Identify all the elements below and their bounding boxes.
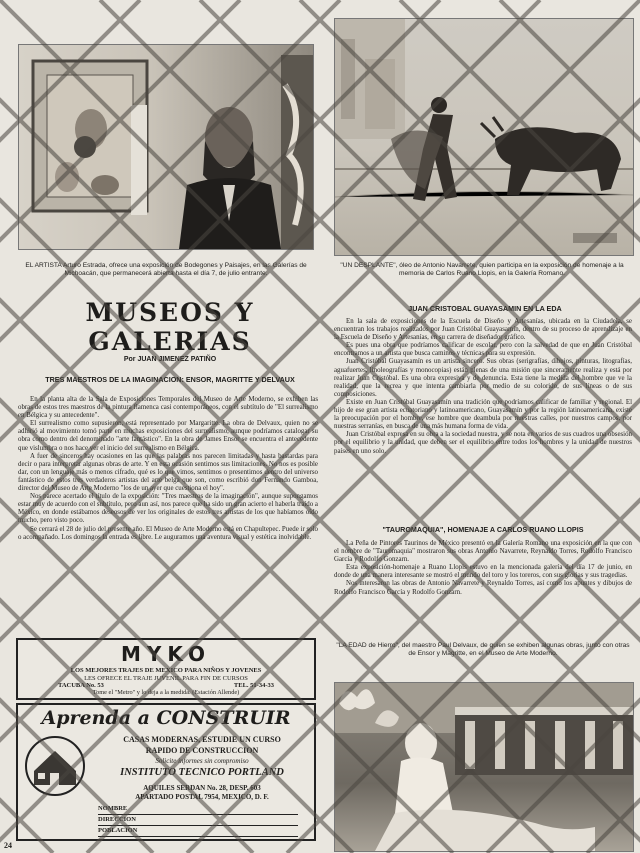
paragraph: Juan Cristóbal Guayasamín es un artista sincero. Sus obras (serigrafías, dibujos, pinturas, litografías, aguafuertes, linoleografías y monocopias) están plenas de una misión que sinceramente realiza y está por realizar Juan Cristóbal. Es una obra expresiva y de denuncia. Esta tiene la medida del hombre que ve la realidad, que la recrea y que intenta cambiarla por medio de su colorido, de sus líneas o de sus composiciones. bbox=[334, 358, 632, 398]
construir-ad-line3: Solicite informes sin compromiso bbox=[155, 757, 249, 765]
myko-ad-line2: LES OFRECE EL TRAJE JUVENIL PARA FIN DE CURSOS bbox=[84, 675, 248, 682]
artist-photo bbox=[18, 44, 314, 250]
form-field-poblacion bbox=[98, 827, 298, 837]
construir-ad-address1: AQUILES SERDAN No. 28, DESP. 603 bbox=[143, 784, 261, 792]
construir-ad-line1: CASAS MODERNAS, ESTUDIE UN CURSO bbox=[123, 735, 281, 744]
delvaux-caption: "LA EDAD de Hierro", del maestro Paul Delvaux, de quien se exhiben algunas obras, junto con otras de Ensor y Magritte, en el Museo de Arte Moderno. bbox=[336, 642, 630, 658]
page-title: MUSEOS Y GALERIAS bbox=[85, 298, 255, 356]
paragraph: Nos parece acertado el título de la exposición: "Tres maestros de la imaginación", aunque supongamos estar muy de acuerdo con el subtítulo, pero aun así, nos parece que ha sido un gran acierto el haberla traído a México, en donde estábamos deseosos de ver los originales de estos tres artistas de los que habíamos oído mucho, pero visto poco. bbox=[18, 493, 318, 525]
right-article-tauromaquia bbox=[334, 540, 632, 636]
delvaux-painting-illustration bbox=[335, 683, 633, 851]
right-article-guayasamin bbox=[334, 318, 632, 502]
myko-ad-line1: LOS MEJORES TRAJES DE MEXICO PARA NIÑOS Y JOVENES bbox=[70, 667, 262, 674]
page-number: 24 bbox=[4, 841, 12, 850]
form-label-direccion: DIRECCION bbox=[98, 816, 136, 823]
artist-photo-illustration bbox=[19, 45, 313, 249]
form-field-nombre bbox=[98, 805, 298, 815]
paragraph: Es pues una obra que podríamos calificar de escolar, pero con la salvedad de que en Juan Cristóbal encontramos a un artista que busca caminos y técnicas para su expresión. bbox=[334, 342, 632, 358]
paragraph: Nos interesaron las obras de Antonio Navarrete y Reynaldo Torres, así como los apuntes y dibujos de Rodolfo Francisco García y Rodolfo Gonzarn. bbox=[334, 580, 632, 596]
bullfight-painting bbox=[334, 18, 634, 256]
paragraph: En la planta alta de la Sala de Exposiciones Temporales del Museo de Arte Moderno, se exhiben las obras de estos tres maestros de la pintura flamenca casi contemporáneos, con el subtítulo de "El surrealismo en Bélgica y su antecedente". bbox=[18, 396, 318, 420]
myko-ad-line3: Tome el "Metro" y lo deja a la medida. (Estación Allende) bbox=[92, 689, 240, 696]
paragraph: Juan Cristóbal expresa en su obra a la sociedad nuestra, y se nota en varios de sus cuadros una obsesión por el equilibrio y la unidad, que deben ser el equilibrio entre todos los hombres y la unidad de nuestros países en uno solo. bbox=[334, 431, 632, 455]
form-field-direccion bbox=[98, 816, 298, 826]
myko-ad-address: TACUBA No. 53 bbox=[58, 682, 104, 689]
byline: Por JUAN JIMENEZ PATIÑO bbox=[123, 356, 217, 363]
paragraph: Se cerrará el 28 de julio del presente año. El Museo de Arte Moderno está en Chapultepec. Puede ir solo o acompañado. Los domingos la entrada es libre. Le auguramos una aventura visual y estética inolvidable. bbox=[18, 525, 318, 541]
paragraph: Existe en Juan Cristóbal Guayasamín una tradición que podríamos calificar de familiar y regional. El hijo de ese gran artista ecuatoriano y latinoamericano, Guayasamín y por la región latinoamericana, existe la preocupación por el hombre, ese hombre que deambula por nuestras calles, por nuestros campos, por nuestras serranías, en busca de una más humana forma de vida. bbox=[334, 398, 632, 431]
delvaux-painting bbox=[334, 682, 634, 852]
left-article-body bbox=[18, 396, 318, 626]
myko-ad bbox=[16, 638, 316, 700]
house-icon bbox=[24, 735, 86, 797]
construir-ad-address2: APARTADO POSTAL 7954, MEXICO, D. F. bbox=[135, 793, 269, 801]
paragraph: En la sala de exposiciones de la Escuela de Diseño y Artesanías, ubicada en la Ciudadela, se encuentran los trabajos realizados por Juan Cristóbal Guayasamín, dentro de su proceso de aprendizaje en la Escuela de Diseño y Artesanías, en su carrera de diseñador gráfico. bbox=[334, 318, 632, 342]
paragraph: Esta exposición-homenaje a Ruano Llopis estuvo en la mencionada galería del día 17 de junio, en donde de una manera interesante se mostró el mundo del toro y los toreros, con sus glorias y sus tragedias. bbox=[334, 564, 632, 580]
left-subhead: TRES MAESTROS DE LA IMAGINACION: ENSOR, MAGRITTE Y DELVAUX bbox=[45, 375, 295, 384]
painting-caption: "UN DESPLANTE", óleo de Antonio Navarrete, quien participa en la exposición de homenaje a la memoria de Carlos Ruano Llopis, en la Galería Romano. bbox=[340, 262, 624, 278]
construir-ad bbox=[16, 703, 316, 841]
paragraph: A fuer de sinceros hay ocasiones en las que las palabras nos parecen limitadas y hasta bastardas para decir o para interpretar algunas obras de arte. Y en esta ocasión sentimos sus limitaciones. No nos es posible dar, con un lenguaje más o menos cifrado, qué es lo que vimos, sentimos o presentimos dentro del universo fantástico de estos tres verdaderos artistas del arte belga que son, como escribió don Fernando Gamboa, director del Museo de Arte Moderno "los de un ayer que cuestiona el hoy". bbox=[18, 452, 318, 493]
construir-ad-headline: Aprenda a CONSTRUIR bbox=[41, 707, 291, 729]
paragraph: La Peña de Pintores Taurinos de México presentó en la Galería Romano una exposición en la que con el nombre de "Tauromaquia" mostraron sus obras Antonio Navarrete, Reynaldo Torres, Rodolfo Francisco García y Rodolfo Gonzarn. bbox=[334, 540, 632, 564]
artist-caption: EL ARTISTA Arturo Estrada, ofrece una exposición de Bodegones y Paisajes, en las Galerías de Michoacán, que permanecerá abierta hasta el día 7, de julio entrante. bbox=[25, 262, 307, 278]
paragraph: El surrealismo como supusieron, está representado por Margaritte. La obra de Delvaux, quien no se adhirió al movimiento tomó parte en muchas exposiciones del surrealismo, aunque podríamos catalogar su obra como dentro del denominado "arte fantástico". En la obra de James Ensor se encuentra el antecedente que vislumbra o nos hace ver el inicio del surrealismo en Bélgica. bbox=[18, 420, 318, 452]
myko-ad-tel: TEL. 51-34-33 bbox=[233, 682, 274, 689]
construir-ad-line2: RAPIDO DE CONSTRUCCION bbox=[145, 746, 259, 755]
construir-ad-institute: INSTITUTO TECNICO PORTLAND bbox=[120, 767, 284, 778]
form-label-nombre: NOMBRE bbox=[98, 805, 128, 812]
right-subhead-guayasamin: JUAN CRISTOBAL GUAYASAMIN EN LA EDA bbox=[408, 304, 562, 313]
right-subhead-tauromaquia: "TAUROMAQUIA", HOMENAJE A CARLOS RUANO LLOPIS bbox=[382, 525, 584, 534]
form-label-poblacion: POBLACION bbox=[98, 827, 138, 834]
myko-ad-name: MYKO bbox=[121, 642, 211, 666]
bullfight-painting-illustration bbox=[335, 19, 633, 255]
